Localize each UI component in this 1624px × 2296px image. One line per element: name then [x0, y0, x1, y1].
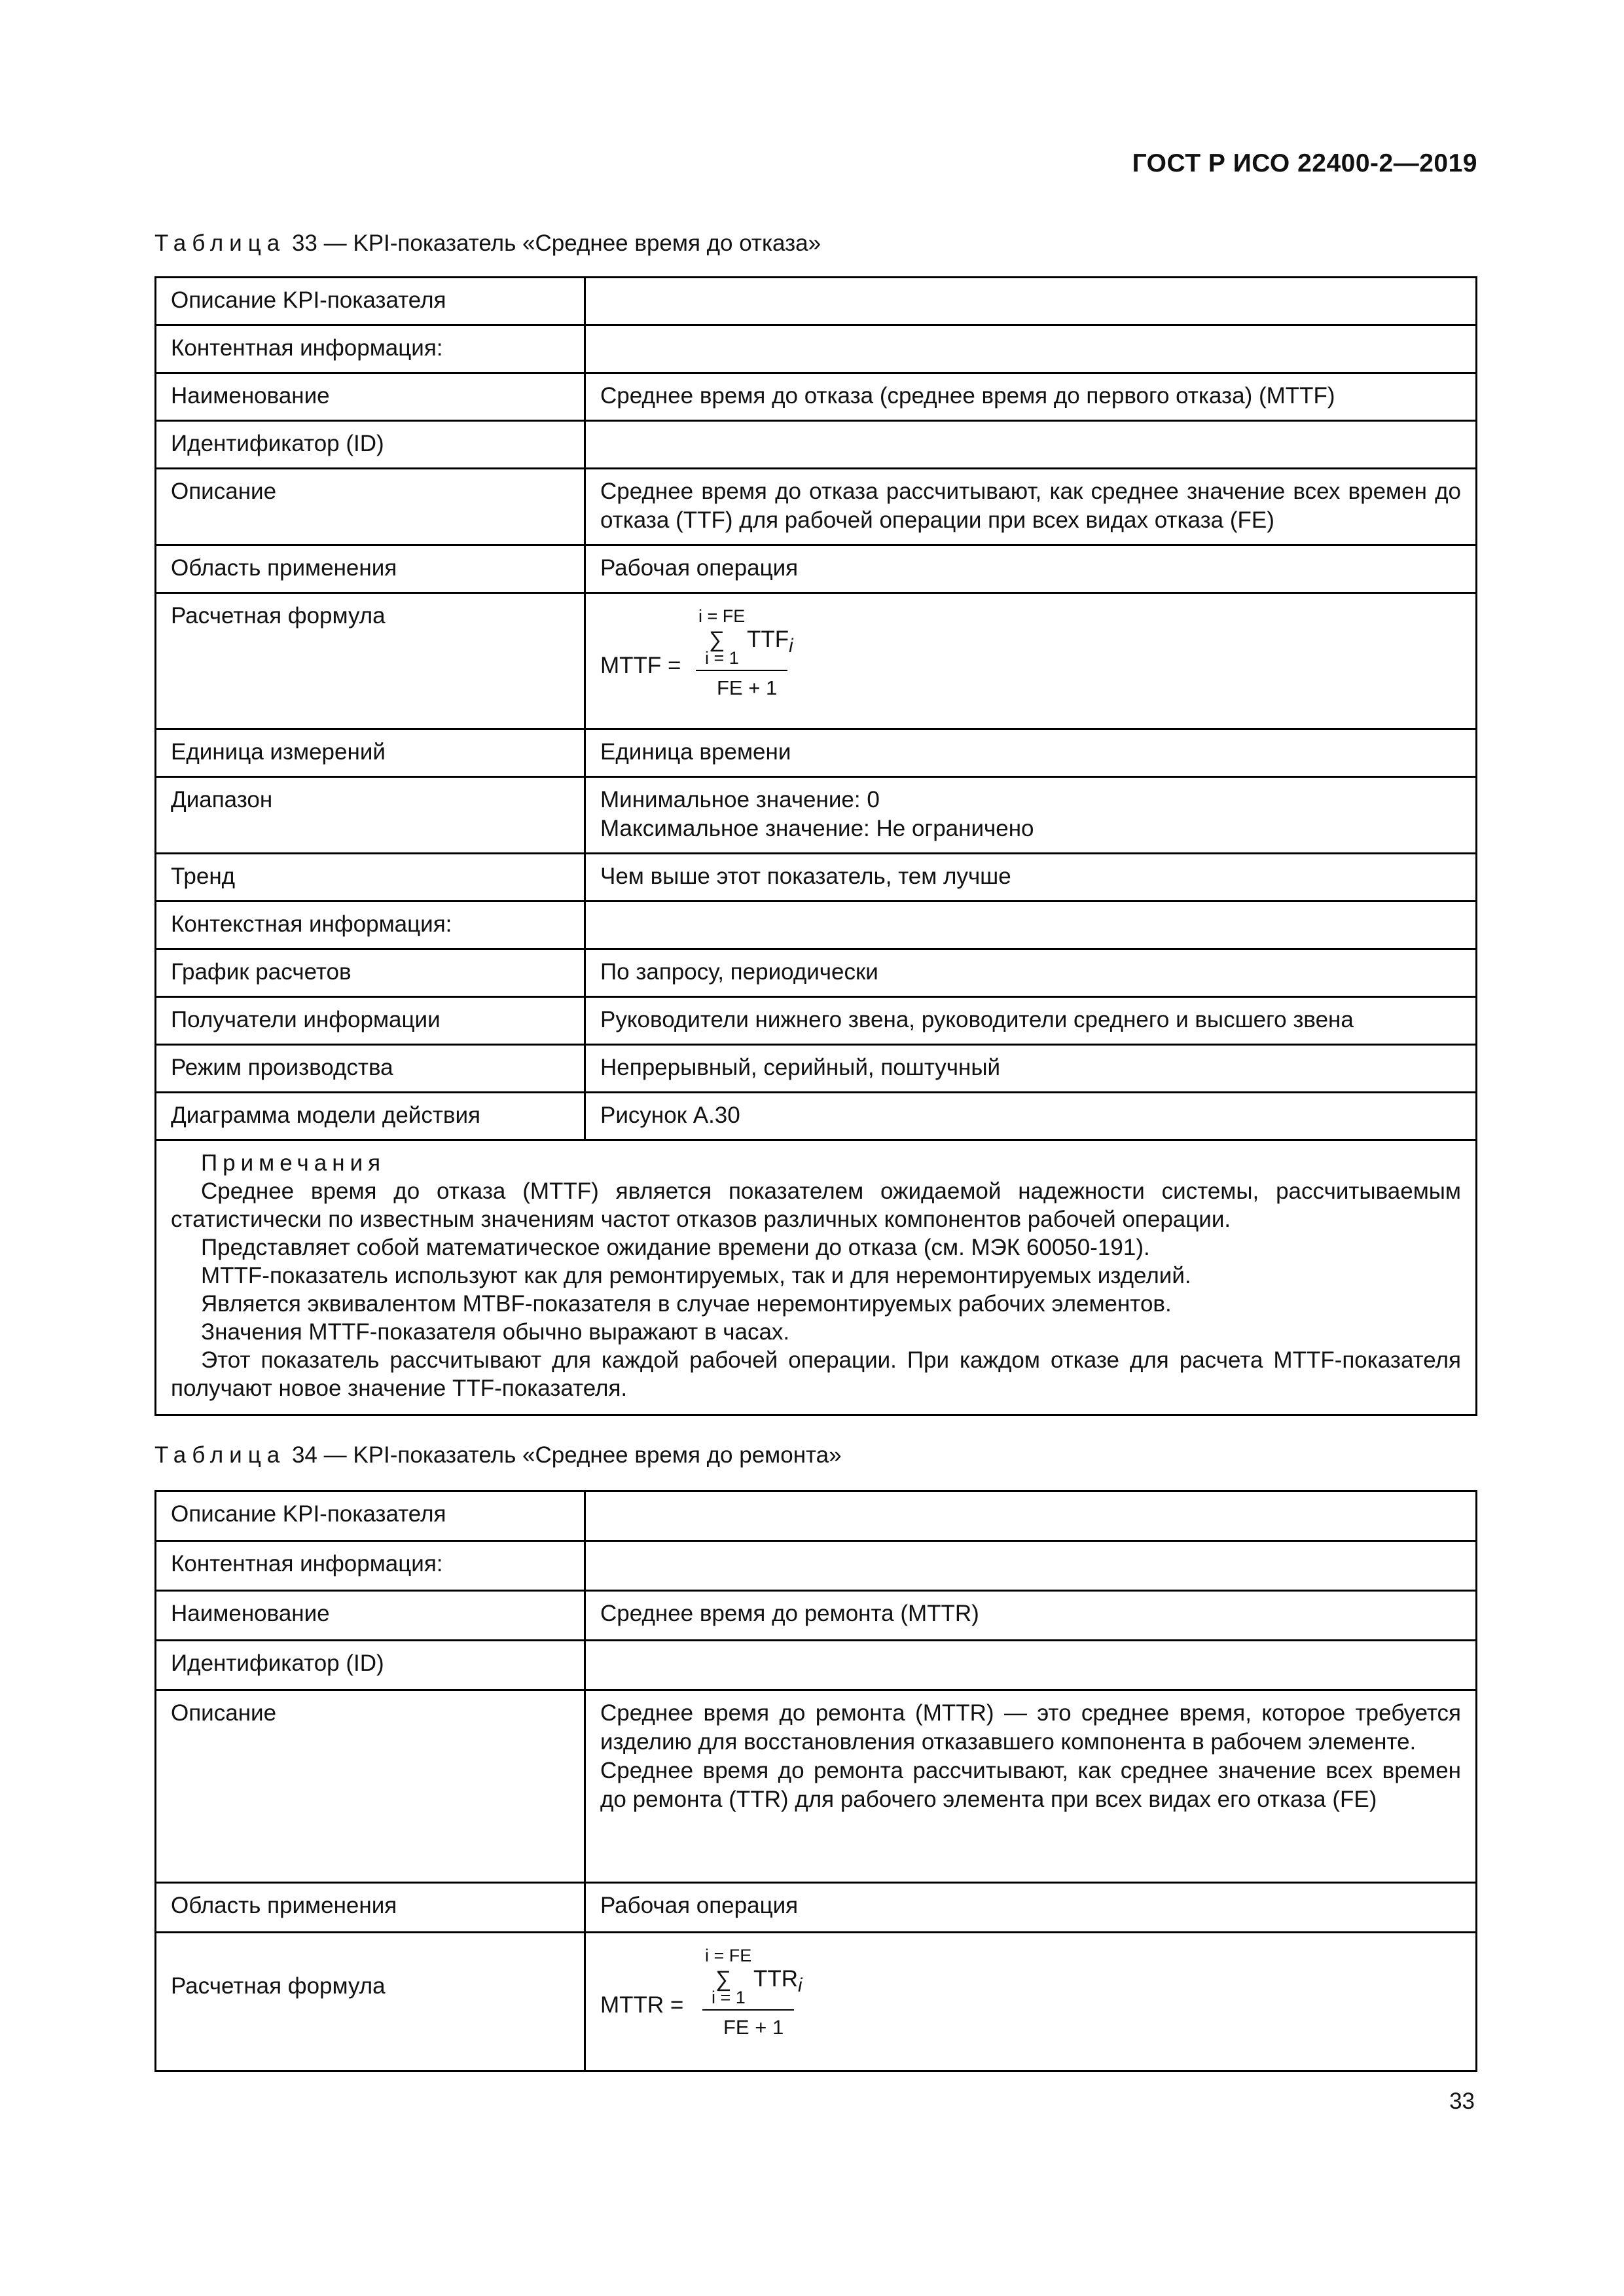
row-value: Чем выше этот показатель, тем лучше — [585, 854, 1477, 902]
row-value — [585, 421, 1477, 469]
row-label: Единица измерений — [156, 729, 585, 777]
row-label: Описание — [156, 469, 585, 545]
row-label: Идентификатор (ID) — [156, 421, 585, 469]
table-row — [156, 854, 1477, 902]
denominator: FE + 1 — [723, 2016, 784, 2039]
row-value — [585, 325, 1477, 373]
row-label: Диаграмма модели действия — [156, 1093, 585, 1140]
row-value: Непрерывный, серийный, поштучный — [585, 1045, 1477, 1093]
row-label: Описание KPI-показателя — [156, 278, 585, 325]
row-label: Тренд — [156, 854, 585, 902]
table-row — [156, 777, 1477, 854]
range-min: Минимальное значение: 0 — [600, 787, 880, 812]
notes-title: Примечания — [201, 1150, 386, 1176]
sigma-symbol: ∑ — [715, 1967, 732, 1992]
table-row — [156, 278, 1477, 325]
row-label: Контентная информация: — [156, 1541, 585, 1591]
table-row — [156, 902, 1477, 949]
row-value: Среднее время до отказа (среднее время до первого отказа) (MTTF) — [585, 373, 1477, 421]
term-base: TTR — [753, 1966, 799, 1992]
sum-term — [753, 1965, 803, 2000]
row-value — [585, 777, 1477, 854]
formula-cell — [585, 1933, 1477, 2071]
row-label: Контентная информация: — [156, 325, 585, 373]
mttf-formula — [600, 602, 1461, 700]
notes-cell — [156, 1140, 1477, 1415]
table-row — [156, 1045, 1477, 1093]
row-label: Область применения — [156, 545, 585, 593]
table-34-caption — [154, 1442, 842, 1468]
sum-upper-limit: i = FE — [705, 1946, 752, 1965]
table-row — [156, 1591, 1477, 1641]
document-standard-header: ГОСТ Р ИСО 22400-2—2019 — [1132, 149, 1477, 177]
row-value — [585, 1541, 1477, 1591]
table-row — [156, 1093, 1477, 1140]
range-max: Максимальное значение: Не ограничено — [600, 816, 1034, 841]
table-row — [156, 1491, 1477, 1541]
mttr-formula — [600, 1941, 1461, 2039]
note-paragraph: Является эквивалентом MTBF-показателя в случае неремонтируемых рабочих элементов. — [201, 1291, 1172, 1317]
table-row — [156, 469, 1477, 545]
table-row — [156, 949, 1477, 997]
note-paragraph: Значения MTTF-показателя обычно выражают в часах. — [201, 1319, 790, 1345]
row-value — [585, 1641, 1477, 1690]
description-paragraph: Среднее время до ремонта (MTTR) — это среднее время, которое требуется изделию для восстановления отказавшего компонента в рабочем элементе. — [600, 1700, 1461, 1755]
description-paragraph: Среднее время до ремонта рассчитывают, как среднее значение всех времен до ремонта (TTR) для рабочего элемента при всех видах его отказа (FE) — [600, 1758, 1461, 1812]
row-value — [585, 902, 1477, 949]
sigma-symbol: ∑ — [709, 627, 725, 652]
row-label: Описание — [156, 1690, 585, 1883]
row-label: Расчетная формула — [156, 1933, 585, 2071]
sum-lower-limit: i = 1 — [712, 1988, 746, 2007]
table-row — [156, 729, 1477, 777]
row-value: Среднее время до отказа рассчитывают, как среднее значение всех времен до отказа (TTF) для рабочей операции при всех видах отказа (FE) — [585, 469, 1477, 545]
term-index: i — [798, 1975, 803, 1996]
table-row — [156, 593, 1477, 729]
notes-row — [156, 1140, 1477, 1415]
note-paragraph: Этот показатель рассчитывают для каждой рабочей операции. При каждом отказе для расчета MTTF-показателя получают новое значение TTF-показателя. — [171, 1347, 1461, 1401]
table-33-caption-text: 33 — KPI-показатель «Среднее время до отказа» — [291, 230, 821, 256]
table-row — [156, 545, 1477, 593]
row-label: Область применения — [156, 1883, 585, 1933]
row-value — [585, 278, 1477, 325]
table-33 — [154, 276, 1477, 1416]
row-value — [585, 1690, 1477, 1883]
row-value: По запросу, периодически — [585, 949, 1477, 997]
fraction-bar — [696, 670, 787, 671]
row-label: Наименование — [156, 1591, 585, 1641]
denominator: FE + 1 — [717, 676, 778, 699]
sum-upper-limit: i = FE — [698, 606, 746, 626]
table-row — [156, 373, 1477, 421]
note-paragraph: Среднее время до отказа (MTTF) является показателем ожидаемой надежности системы, рассчитываемым статистически по известным значениям частот отказов различных компонентов рабочей операции. — [171, 1178, 1461, 1232]
row-label: График расчетов — [156, 949, 585, 997]
sum-term — [747, 625, 793, 661]
term-base: TTF — [747, 627, 789, 652]
table-row — [156, 1883, 1477, 1933]
table-33-caption-label: Таблица — [154, 230, 286, 256]
row-label: Контекстная информация: — [156, 902, 585, 949]
row-value: Рисунок А.30 — [585, 1093, 1477, 1140]
formula-cell — [585, 593, 1477, 729]
table-33-caption — [154, 230, 821, 257]
table-row — [156, 1541, 1477, 1591]
formula-lhs: MTTF = — [600, 653, 681, 678]
row-label: Идентификатор (ID) — [156, 1641, 585, 1690]
row-label: Наименование — [156, 373, 585, 421]
table-34-caption-label: Таблица — [154, 1442, 286, 1468]
row-value: Руководители нижнего звена, руководители среднего и высшего звена — [585, 997, 1477, 1045]
sum-lower-limit: i = 1 — [705, 648, 739, 668]
row-label: Расчетная формула — [156, 593, 585, 729]
table-row — [156, 1641, 1477, 1690]
row-value: Единица времени — [585, 729, 1477, 777]
row-label: Получатели информации — [156, 997, 585, 1045]
table-row — [156, 1933, 1477, 2071]
row-label: Диапазон — [156, 777, 585, 854]
table-row — [156, 997, 1477, 1045]
row-value: Рабочая операция — [585, 1883, 1477, 1933]
table-34 — [154, 1490, 1477, 2072]
row-label: Описание KPI-показателя — [156, 1491, 585, 1541]
row-value: Среднее время до ремонта (MTTR) — [585, 1591, 1477, 1641]
table-row — [156, 421, 1477, 469]
table-row — [156, 1690, 1477, 1883]
row-value — [585, 1491, 1477, 1541]
table-34-caption-text: 34 — KPI-показатель «Среднее время до ремонта» — [291, 1442, 842, 1468]
fraction-bar — [702, 2009, 794, 2011]
term-index: i — [789, 636, 793, 657]
formula-lhs: MTTR = — [600, 1992, 684, 2018]
note-paragraph: MTTF-показатель используют как для ремонтируемых, так и для неремонтируемых изделий. — [201, 1263, 1191, 1288]
row-label: Режим производства — [156, 1045, 585, 1093]
table-row — [156, 325, 1477, 373]
page-number: 33 — [1449, 2088, 1475, 2114]
row-value: Рабочая операция — [585, 545, 1477, 593]
note-paragraph: Представляет собой математическое ожидание времени до отказа (см. МЭК 60050-191). — [201, 1235, 1150, 1260]
